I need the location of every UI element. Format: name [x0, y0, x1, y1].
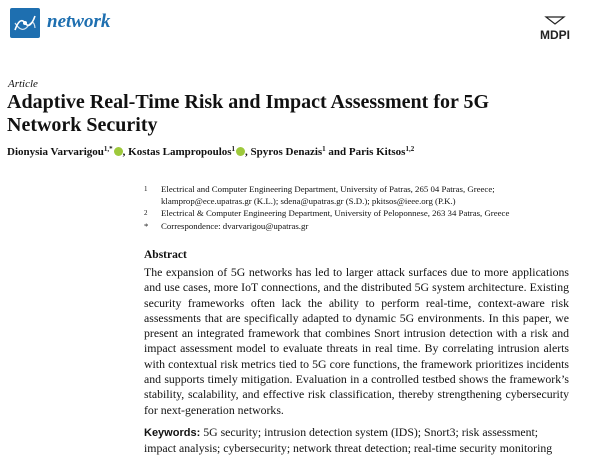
- svg-text:MDPI: MDPI: [540, 28, 570, 42]
- author-affiliation-mark: 1: [231, 145, 236, 153]
- journal-logo-icon: [10, 8, 40, 38]
- abstract-heading: Abstract: [144, 249, 187, 261]
- affiliation-text: Electrical & Computer Engineering Department, University of Peloponnese, 263 34 Patras, Greece: [161, 208, 510, 218]
- keywords-label: Keywords:: [144, 427, 201, 439]
- author-affiliation-mark: 1: [322, 145, 326, 153]
- author-affiliation-mark: 1,*: [103, 145, 113, 153]
- correspondence-text[interactable]: Correspondence: dvarvarigou@upatras.gr: [161, 221, 309, 231]
- affiliation-text: Electrical and Computer Engineering Department, University of Patras, 265 04 Patras, Greece;: [161, 184, 495, 194]
- article-type: Article: [8, 78, 38, 90]
- orcid-icon[interactable]: [236, 147, 245, 156]
- author-name[interactable]: Spyros Denazis: [250, 146, 323, 158]
- publisher-logo[interactable]: [534, 15, 576, 43]
- affiliation-emails[interactable]: klamprop@ece.upatras.gr (K.L.); sdena@upatras.gr (S.D.); pkitsos@ieee.org (P.K.): [161, 196, 456, 206]
- keywords-text: 5G security; intrusion detection system (IDS); Snort3; risk assessment; impact analysis; cybersecurity; network threat detection; real-time security monitoring: [144, 425, 553, 456]
- affiliation-mark: 2: [144, 209, 148, 217]
- correspondence-mark: *: [144, 221, 149, 231]
- author-name[interactable]: Kostas Lampropoulos: [128, 146, 232, 158]
- journal-name[interactable]: network: [47, 11, 111, 32]
- abstract-text: The expansion of 5G networks has led to larger attack surfaces due to more applications and use cases, more IoT connections, and the distributed 5G system architecture. Existing security frameworks often lack the ability to perform real-time, context-aware risk assessments that are specifically adapted to dynamic 5G environments. In this paper, we present an integrated framework that combines Snort intrusion detection with a risk and impact assessment model to evaluate threats in real time. By correlating intrusion alerts with contextual risk metrics tied to 5G core functions, the framework prioritizes incidents and supports timely mitigation. Evaluation in a controlled testbed shows the framework’s stability, scalability, and effective risk classification, thereby strengthening cybersecurity for next-generation networks.: [144, 265, 569, 417]
- orcid-icon[interactable]: [114, 147, 123, 156]
- author-name[interactable]: Paris Kitsos: [348, 146, 406, 158]
- author-affiliation-mark: 1,2: [405, 145, 415, 153]
- keywords-section: [144, 425, 569, 457]
- author-list: Dionysia Varvarigou$^{1,*}$ , Kostas Lampropoulos$^1$ , Spyros Denazis$^1$ and Paris Kitsos$^{1,2}$: [7, 145, 415, 158]
- author-name[interactable]: Dionysia Varvarigou: [7, 146, 104, 158]
- article-title: Adaptive Real-Time Risk and Impact Assessment for 5G Network Security: [7, 91, 490, 136]
- affiliation-mark: 1: [144, 185, 148, 193]
